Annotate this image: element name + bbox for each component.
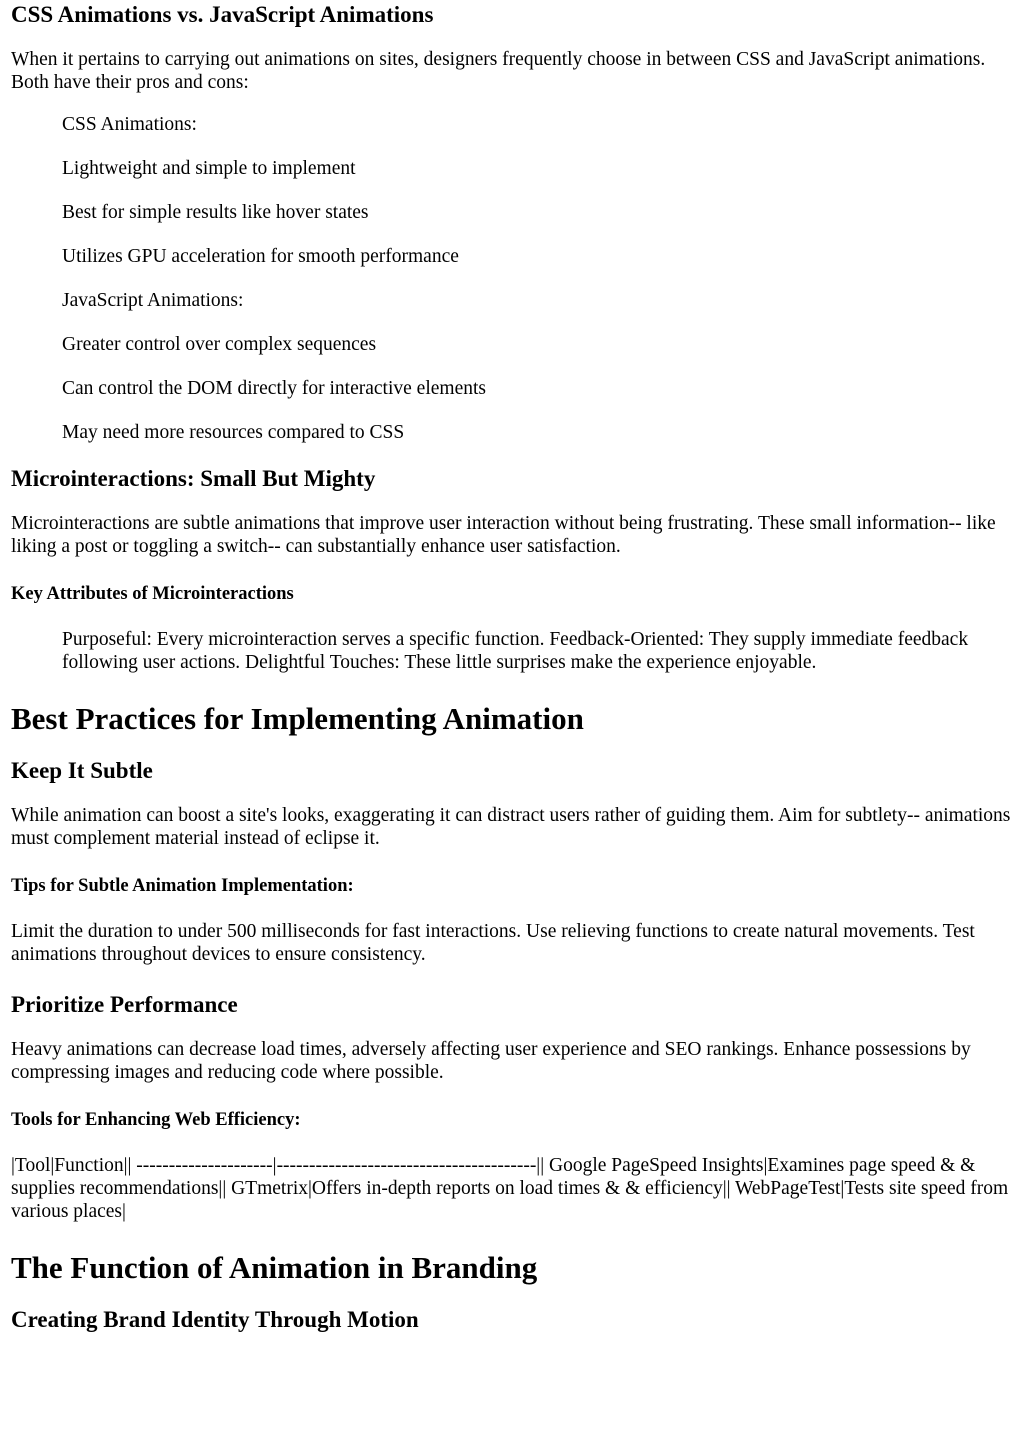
key-attributes-body: Purposeful: Every microinteraction serves a specific function. Feedback-Oriented: They supply immediate feedback following user actions. Delightful Touches: These little surprises make the experience enjoyable. bbox=[62, 629, 969, 673]
list-item: May need more resources compared to CSS bbox=[62, 422, 405, 443]
subheading-prioritize-performance: Prioritize Performance bbox=[11, 992, 238, 1017]
section-heading-branding: The Function of Animation in Branding bbox=[11, 1250, 538, 1285]
subheading-key-attributes: Key Attributes of Microinteractions bbox=[11, 584, 294, 604]
list-item: JavaScript Animations: bbox=[62, 290, 244, 311]
subheading-brand-identity: Creating Brand Identity Through Motion bbox=[11, 1307, 419, 1332]
list-item: Greater control over complex sequences bbox=[62, 334, 377, 355]
prioritize-performance-body: Heavy animations can decrease load times, adversely affecting user experience and SEO rankings. Enhance possessions by compressing images and reducing code where possible. bbox=[11, 1039, 971, 1083]
section-heading-microinteractions: Microinteractions: Small But Mighty bbox=[11, 466, 376, 491]
list-item: Lightweight and simple to implement bbox=[62, 158, 356, 179]
css-vs-js-list bbox=[11, 113, 1013, 444]
section-heading-css-vs-js: CSS Animations vs. JavaScript Animations bbox=[11, 2, 434, 27]
subheading-tips-subtle: Tips for Subtle Animation Implementation: bbox=[11, 876, 354, 896]
list-item: CSS Animations: bbox=[62, 114, 197, 135]
subheading-tools-efficiency: Tools for Enhancing Web Efficiency: bbox=[11, 1110, 301, 1130]
subheading-keep-it-subtle: Keep It Subtle bbox=[11, 758, 153, 783]
keep-it-subtle-body: While animation can boost a site's looks, exaggerating it can distract users rather of guiding them. Aim for subtlety-- animations must complement material instead of eclipse it. bbox=[11, 805, 1011, 849]
microinteractions-body: Microinteractions are subtle animations that improve user interaction without being frustrating. These small information-- like liking a post or toggling a switch-- can substantially enhance user satisfaction. bbox=[11, 513, 996, 557]
css-vs-js-intro: When it pertains to carrying out animations on sites, designers frequently choose in between CSS and JavaScript animations. Both have their pros and cons: bbox=[11, 49, 986, 93]
list-item: Can control the DOM directly for interactive elements bbox=[62, 378, 486, 399]
section-heading-best-practices: Best Practices for Implementing Animation bbox=[11, 701, 584, 736]
list-item: Best for simple results like hover states bbox=[62, 202, 369, 223]
tools-table-raw-text: |Tool|Function|| ---------------------|----------------------------------------|| Google PageSpeed Insights|Examines page speed & & supplies recommendations|| GTmetrix|Offers in-depth reports on load times & & efficiency|| WebPageTest|Tests site speed from various places| bbox=[11, 1155, 1009, 1222]
tips-subtle-body: Limit the duration to under 500 milliseconds for fast interactions. Use relieving functions to create natural movements. Test animations throughout devices to ensure consistency. bbox=[11, 921, 975, 965]
list-item: Utilizes GPU acceleration for smooth performance bbox=[62, 246, 459, 267]
